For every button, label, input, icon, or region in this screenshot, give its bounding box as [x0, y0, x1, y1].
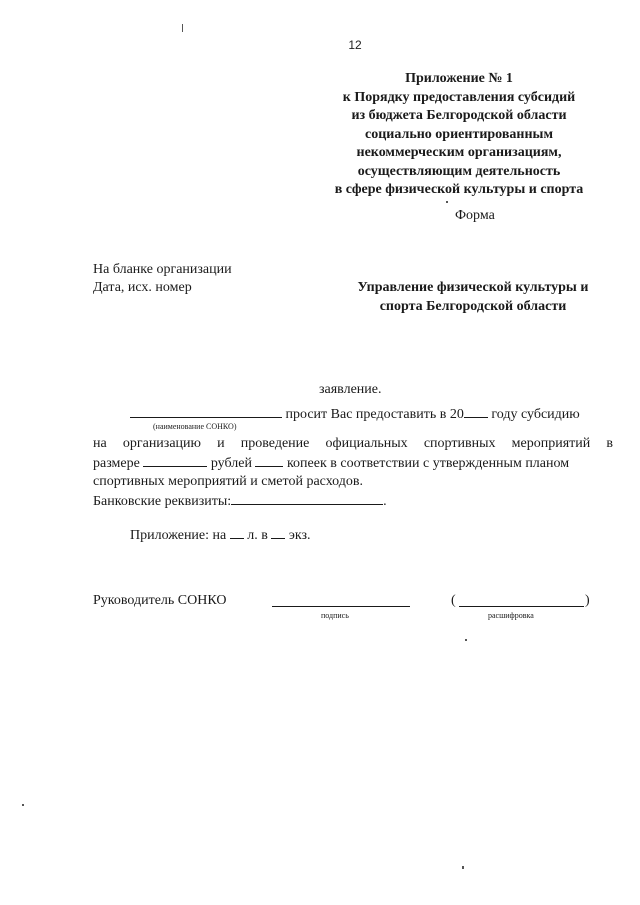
attachment-line: [130, 525, 311, 544]
date-number-line: Дата, исх. номер: [93, 280, 192, 295]
decode-caption: расшифровка: [488, 611, 534, 620]
appendix-line: из бюджета Белгородской области: [351, 108, 567, 123]
bank-end: .: [383, 494, 387, 509]
appendix-line: к Порядку предоставления субсидий: [342, 89, 576, 105]
paren-open: (: [451, 593, 456, 608]
request-text: просит Вас предоставить в 20: [285, 407, 464, 422]
org-name-field[interactable]: [130, 404, 282, 418]
appendix-line: Приложение № 1: [405, 71, 513, 86]
application-body: [93, 435, 613, 511]
copies-field[interactable]: [271, 525, 285, 539]
addressee-line: спорта Белгородской области: [379, 298, 567, 314]
amount-prefix: размере: [93, 456, 140, 471]
name-decode-field[interactable]: [459, 606, 584, 607]
scan-mark: [462, 866, 464, 869]
kopecks-text: копеек в соответствии с утвержденным планом: [286, 456, 570, 471]
appendix-line: некоммерческим организациям,: [356, 145, 562, 160]
scan-mark: [465, 639, 467, 641]
appendix-header: [300, 70, 618, 200]
amount-line: [93, 453, 613, 473]
scan-mark: [182, 24, 183, 32]
rubles-field[interactable]: [143, 453, 207, 467]
paren-close: ): [585, 593, 590, 608]
form-label: Форма: [455, 208, 495, 223]
request-line: [130, 404, 580, 423]
kopecks-field[interactable]: [255, 453, 283, 467]
year-suffix-text: году субсидию: [491, 407, 580, 422]
bank-details-field[interactable]: [231, 491, 383, 505]
year-field[interactable]: [464, 404, 488, 418]
bank-line: [93, 491, 613, 511]
appendix-line: социально ориентированным: [365, 126, 553, 142]
addressee-line: Управление физической культуры и: [357, 280, 589, 295]
scan-mark: [22, 804, 24, 806]
scan-mark: [446, 201, 448, 203]
letterhead-line: На бланке организации: [93, 262, 232, 277]
signature-caption: подпись: [321, 611, 349, 620]
head-label: Руководитель СОНКО: [93, 593, 227, 608]
appendix-line: в сфере физической культуры и спорта: [334, 182, 584, 197]
org-name-caption: (наименование СОНКО): [153, 422, 237, 431]
appendix-line: осуществляющим деятельность: [357, 163, 561, 179]
signature-field[interactable]: [272, 606, 410, 607]
bank-label: Банковские реквизиты:: [93, 494, 232, 509]
copies-label: экз.: [288, 528, 311, 543]
application-title: заявление.: [319, 382, 382, 397]
rubles-label: рублей: [210, 456, 252, 471]
purpose-line: на организацию и проведение официальных спортивных мероприятий в: [93, 436, 613, 451]
sheets-field[interactable]: [230, 525, 244, 539]
attachment-prefix: Приложение: на: [130, 528, 227, 543]
sheets-label: л. в: [247, 528, 268, 543]
org-letterhead-note: [93, 261, 232, 297]
page-number: 12: [348, 38, 362, 52]
purpose-end-line: спортивных мероприятий и сметой расходов.: [93, 474, 363, 489]
addressee: [332, 279, 614, 316]
